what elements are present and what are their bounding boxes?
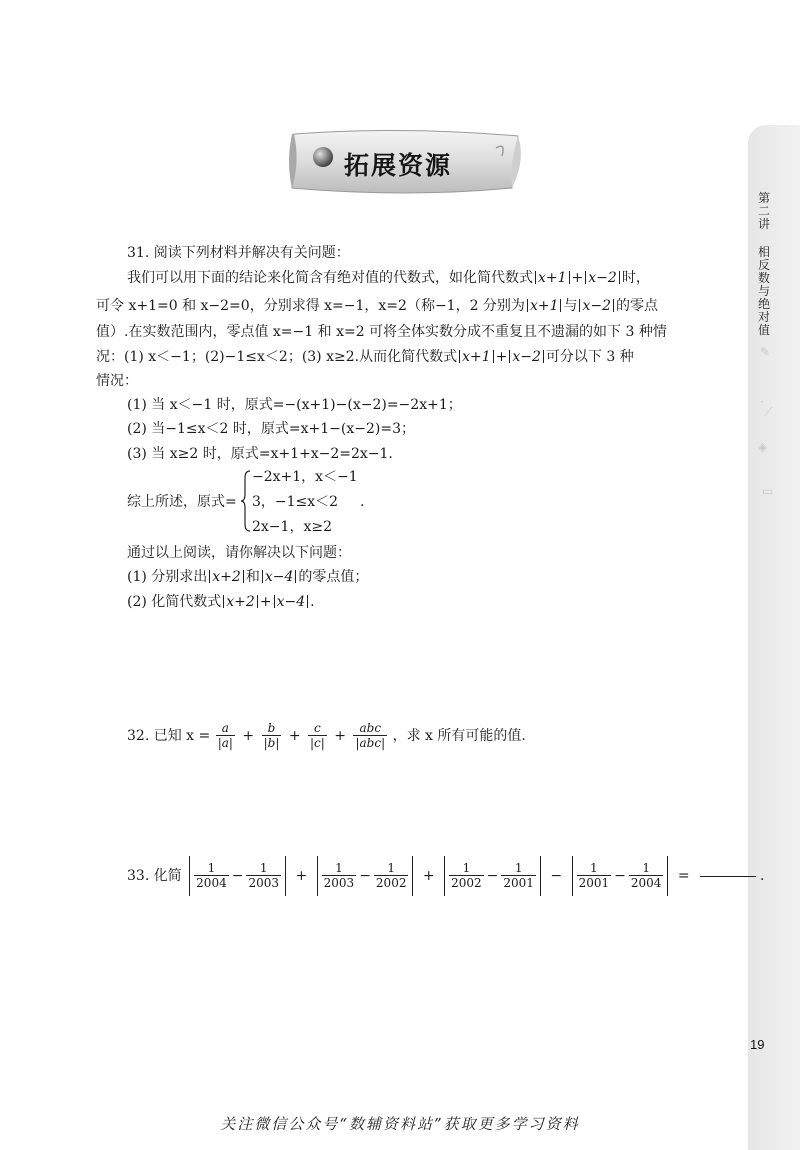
operator: + xyxy=(422,868,435,884)
abs-term: $\frac{1}{2002}$ − $\frac{1}{2001}$ xyxy=(444,856,541,896)
decor-ruler-icon: ⟋ xyxy=(764,405,773,419)
decor-dot-icon: · xyxy=(760,395,764,409)
fraction: $\frac{1}{2003}$ xyxy=(323,861,355,890)
fraction: $\frac{\text{abc}}{\text{|abc|}}$ xyxy=(355,721,386,750)
abs-expr: x−2 xyxy=(588,270,617,286)
answer-blank[interactable] xyxy=(700,875,756,877)
footer-watermark: 关注微信公众号“数辅资料站”获取更多学习资料 xyxy=(220,1115,580,1133)
abs-expr: x−2 xyxy=(582,298,612,314)
fraction: $\frac{1}{2002}$ xyxy=(375,861,407,890)
plus-sign: + xyxy=(242,728,255,744)
abs-expr: x+1 xyxy=(538,270,567,286)
q31-paragraph-line-3: 值）.在实数范围内，零点值 x=−1 和 x=2 可将全体实数分成不重复且不遗漏的如下 3 种情 xyxy=(96,324,667,340)
fraction: $\frac{1}{2002}$ xyxy=(451,861,482,890)
q31-sub-question-2 xyxy=(127,592,315,612)
q31-p4-text: 况：(1) x＜−1；(2)−1≤x＜2；(3) x≥2.从而化简代数式 xyxy=(96,349,458,365)
q31-sub1-mid: 和 xyxy=(245,569,260,585)
plus-sign: + xyxy=(495,349,508,365)
chapter-label: 第二讲 xyxy=(757,191,770,231)
equals-sign: = xyxy=(677,868,690,884)
q31-paragraph-line-1 xyxy=(127,268,650,288)
banner-sphere-icon xyxy=(312,146,334,168)
q31-p2-mid: 与 xyxy=(563,298,578,314)
q31-sub1-end: 的零点值； xyxy=(298,569,369,585)
fraction: $\frac{1}{2001}$ xyxy=(503,861,534,890)
q32-suffix: ，求 x 所有可能的值. xyxy=(392,728,526,744)
piecewise-brace xyxy=(241,470,251,532)
q31-p1-text: 我们可以用下面的结论来化简含有绝对值的代数式，如化简代数式 xyxy=(127,270,533,286)
q31-paragraph-line-2 xyxy=(96,296,658,316)
fraction: $\frac{b}{|b|}$ xyxy=(263,721,280,750)
fraction: $\frac{1}{2004}$ xyxy=(196,861,227,890)
q31-paragraph-line-5: 情况： xyxy=(96,373,138,389)
q31-p4-end: 可分以下 3 种 xyxy=(545,349,634,365)
q31-piece-end: . xyxy=(360,494,365,510)
q33-end: . xyxy=(760,868,765,884)
plus-sign: + xyxy=(259,594,272,610)
abs-expr: x−4 xyxy=(276,594,306,610)
abs-term: $\frac{1}{2001}$ − $\frac{1}{2004}$ xyxy=(572,856,669,896)
q31-summary-label: 综上所述，原式= xyxy=(127,494,237,510)
operator: + xyxy=(295,868,308,884)
fraction: $\frac{c}{|c|}$ xyxy=(310,721,325,750)
decor-book-icon: ▭ xyxy=(762,484,774,498)
abs-expr: x+2 xyxy=(212,569,241,585)
q31-case-1: (1) 当 x＜−1 时，原式=−(x+1)−(x−2)=−2x+1； xyxy=(127,397,462,413)
plus-sign: + xyxy=(571,270,584,286)
fraction: $\frac{a}{|a|}$ xyxy=(217,721,233,750)
chapter-topic: 相反数与绝对值 xyxy=(757,245,770,337)
q31-p2-end: 的零点 xyxy=(616,298,659,314)
q31-piece-2: 3，−1≤x＜2 xyxy=(252,494,339,510)
decor-pencil-icon: ✎ xyxy=(760,345,771,359)
q31-sub-question-1 xyxy=(127,567,368,587)
q31-sub2-end: . xyxy=(310,594,315,610)
q31-sub1-text: (1) 分别求出 xyxy=(127,569,208,585)
q31-prompt: 通过以上阅读，请你解决以下问题： xyxy=(127,545,351,561)
q31-case-2: (2) 当−1≤x＜2 时，原式=x+1−(x−2)=3； xyxy=(127,421,415,437)
page-number: 19 xyxy=(750,1037,765,1052)
abs-expr: x−4 xyxy=(264,569,294,585)
banner-title: 拓展资源 xyxy=(344,151,453,180)
plus-sign: + xyxy=(334,728,347,744)
q31-title: 31. 阅读下列材料并解决有关问题： xyxy=(127,245,350,261)
abs-expr: x−2 xyxy=(512,349,541,365)
abs-expr: x+1 xyxy=(462,349,491,365)
q32-equation xyxy=(127,716,526,756)
q31-p1-end: 时， xyxy=(621,270,650,286)
abs-term: $\frac{1}{2004}$ − $\frac{1}{2003}$ xyxy=(189,856,286,896)
q33-expression xyxy=(127,856,765,896)
fraction: $\frac{1}{2001}$ xyxy=(578,861,610,890)
abs-expr: x+1 xyxy=(529,298,559,314)
q31-sub2-text: (2) 化简代数式 xyxy=(127,594,222,610)
q31-piece-3: 2x−1，x≥2 xyxy=(252,519,332,535)
decor-cube-icon: ◈ xyxy=(758,440,768,454)
abs-term: $\frac{1}{2003}$ − $\frac{1}{2002}$ xyxy=(317,856,414,896)
fraction: $\frac{1}{2003}$ xyxy=(248,861,279,890)
q31-case-3: (3) 当 x≥2 时，原式=x+1+x−2=2x−1. xyxy=(127,446,393,462)
q31-piece-1: −2x+1，x＜−1 xyxy=(252,469,358,485)
q33-prefix: 33. 化简 xyxy=(127,868,182,884)
q32-prefix: 32. 已知 x = xyxy=(127,728,211,744)
fraction: $\frac{1}{2004}$ xyxy=(630,861,662,890)
abs-expr: x+2 xyxy=(226,594,255,610)
operator: − xyxy=(550,868,563,884)
plus-sign: + xyxy=(288,728,301,744)
q31-p2-text: 可令 x+1=0 和 x−2=0，分别求得 x=−1，x=2（称−1，2 分别为 xyxy=(96,298,525,314)
q31-paragraph-line-4 xyxy=(96,347,634,367)
